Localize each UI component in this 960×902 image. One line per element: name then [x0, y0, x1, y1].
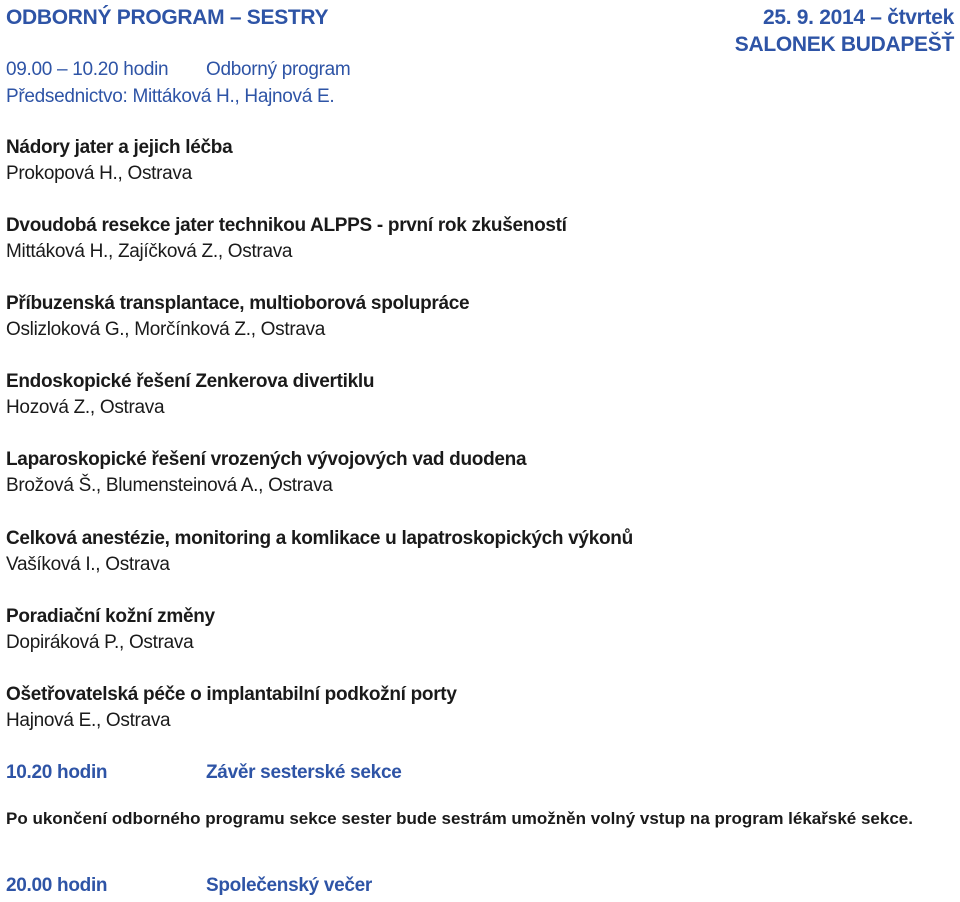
session-name: Odborný program	[206, 59, 351, 80]
session-time: 09.00 – 10.20 hodin	[6, 59, 169, 80]
closing-time: 10.20 hodin	[6, 762, 108, 783]
talk-title: Ošetřovatelská péče o implantabilní podkožní porty	[6, 684, 457, 705]
program-note: Po ukončení odborného programu sekce sester bude sestrám umožněn volný vstup na program lékařské sekce.	[6, 809, 913, 828]
talk-title: Endoskopické řešení Zenkerova divertiklu	[6, 371, 375, 392]
talk-authors: Brožová Š., Blumensteinová A., Ostrava	[6, 475, 333, 496]
talk-authors: Vašíková I., Ostrava	[6, 554, 170, 575]
talk-authors: Oslizloková G., Morčínková Z., Ostrava	[6, 319, 326, 340]
talk-title: Dvoudobá resekce jater technikou ALPPS - první rok zkušeností	[6, 215, 567, 236]
room-name: SALONEK BUDAPEŠŤ	[734, 33, 954, 56]
session-chairs: Předsednictvo: Mittáková H., Hajnová E.	[6, 86, 335, 107]
talk-authors: Hozová Z., Ostrava	[6, 397, 165, 418]
evening-name: Společenský večer	[206, 875, 373, 896]
talk-item	[6, 213, 567, 265]
evening-time: 20.00 hodin	[6, 875, 108, 896]
talk-authors: Hajnová E., Ostrava	[6, 710, 171, 731]
talk-item	[6, 291, 469, 343]
talk-item	[6, 526, 633, 578]
talk-authors: Dopiráková P., Ostrava	[6, 632, 194, 653]
program-title: ODBORNÝ PROGRAM – SESTRY	[6, 6, 329, 29]
talk-authors: Prokopová H., Ostrava	[6, 163, 192, 184]
talk-item	[6, 682, 457, 734]
talk-title: Příbuzenská transplantace, multioborová spolupráce	[6, 293, 470, 314]
talk-title: Nádory jater a jejich léčba	[6, 137, 233, 158]
event-date: 25. 9. 2014 – čtvrtek	[762, 6, 954, 29]
talk-item	[6, 369, 374, 421]
talk-item	[6, 604, 215, 656]
talk-authors: Mittáková H., Zajíčková Z., Ostrava	[6, 241, 293, 262]
talk-title: Laparoskopické řešení vrozených vývojových vad duodena	[6, 449, 527, 470]
talk-title: Celková anestézie, monitoring a komlikace u lapatroskopických výkonů	[6, 528, 633, 549]
talk-item	[6, 447, 526, 499]
talk-title: Poradiační kožní změny	[6, 606, 215, 627]
talk-item	[6, 135, 232, 187]
closing-name: Závěr sesterské sekce	[206, 762, 402, 783]
